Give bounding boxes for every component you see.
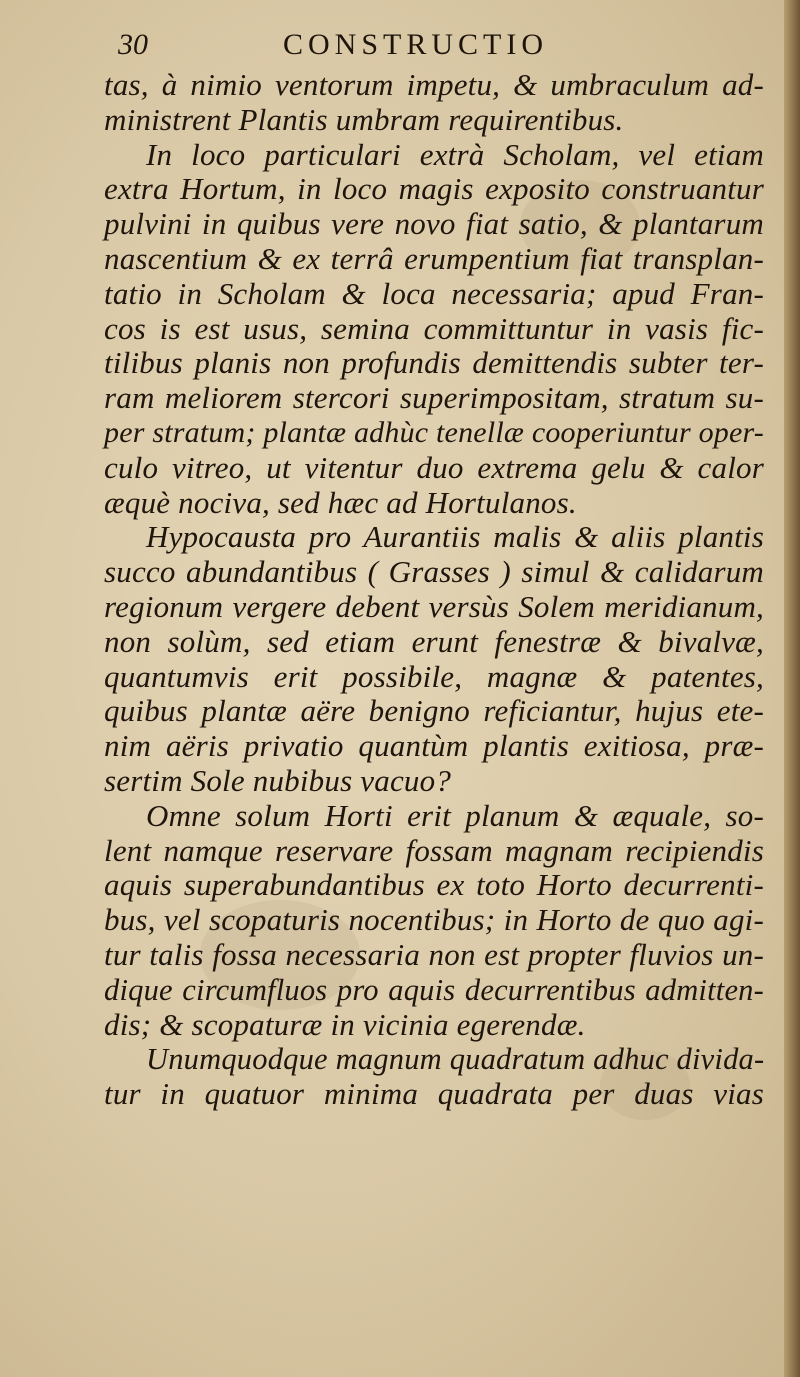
text-line: succo abundantibus ( Grasses ) simul & calidarum [104,554,764,590]
text-line: tas, à nimio ventorum impetu, & umbraculum ad- [104,67,764,102]
text-line: tilibus planis non profundis demittendis subter ter- [104,345,764,381]
page-header [118,28,768,68]
text-line: regionum vergere debent versùs Solem meridianum, [104,588,764,624]
running-head: CONSTRUCTIO [283,28,549,61]
text-line: extra Hortum, in loco magis exposito construantur [104,171,764,207]
text-line: culo vitreo, ut vitentur duo extrema gelu & calor [104,449,764,485]
text-line: æquè nociva, sed hæc ad Hortulanos. [104,484,577,520]
text-body [104,68,764,1112]
text-line: nim aëris privatio quantùm plantis exitiosa, præ- [104,728,764,764]
text-line: ram meliorem stercori superimpositam, stratum su- [104,380,764,416]
text-line: aquis superabundantibus ex toto Horto decurrenti- [104,867,764,903]
text-line: per stratum; plantæ adhùc tenellæ cooperiuntur oper- [104,415,764,449]
text-line: non solùm, sed etiam erunt fenestræ & bivalvæ, [104,623,764,659]
text-line: Omne solum Horti erit planum & æquale, so- [146,797,764,833]
text-line: cos is est usus, semina committuntur in vasis fic- [104,310,764,346]
text-line: quibus plantæ aëre benigno reficiantur, hujus ete- [104,693,764,729]
page-edge-shadow [784,0,800,1377]
text-line: tatio in Scholam & loca necessaria; apud Fran- [104,275,764,311]
page-number: 30 [118,28,148,61]
text-line: nascentium & ex terrâ erumpentium fiat transplan- [104,240,764,276]
text-line: quantumvis erit possibile, magnæ & patentes, [104,658,764,694]
text-line: dis; & scopaturæ in vicinia egerendæ. [104,1006,586,1042]
text-line: tur in quatuor minima quadrata per duas vias [104,1076,764,1112]
text-line: bus, vel scopaturis nocentibus; in Horto de quo agi- [104,902,764,938]
text-line: tur talis fossa necessaria non est propter fluvios un- [104,936,764,972]
text-line: lent namque reservare fossam magnam recipiendis [104,832,764,868]
text-line: dique circumfluos pro aquis decurrentibus admitten- [104,972,764,1007]
text-line: pulvini in quibus vere novo fiat satio, & plantarum [104,206,764,242]
text-line: In loco particulari extrà Scholam, vel etiam [146,136,764,172]
text-line: ministrent Plantis umbram requirentibus. [104,101,624,137]
text-line: sertim Sole nubibus vacuo? [104,762,452,798]
text-line: Hypocausta pro Aurantiis malis & aliis plantis [146,519,764,555]
text-line: Unumquodque magnum quadratum adhuc divida- [146,1042,765,1077]
